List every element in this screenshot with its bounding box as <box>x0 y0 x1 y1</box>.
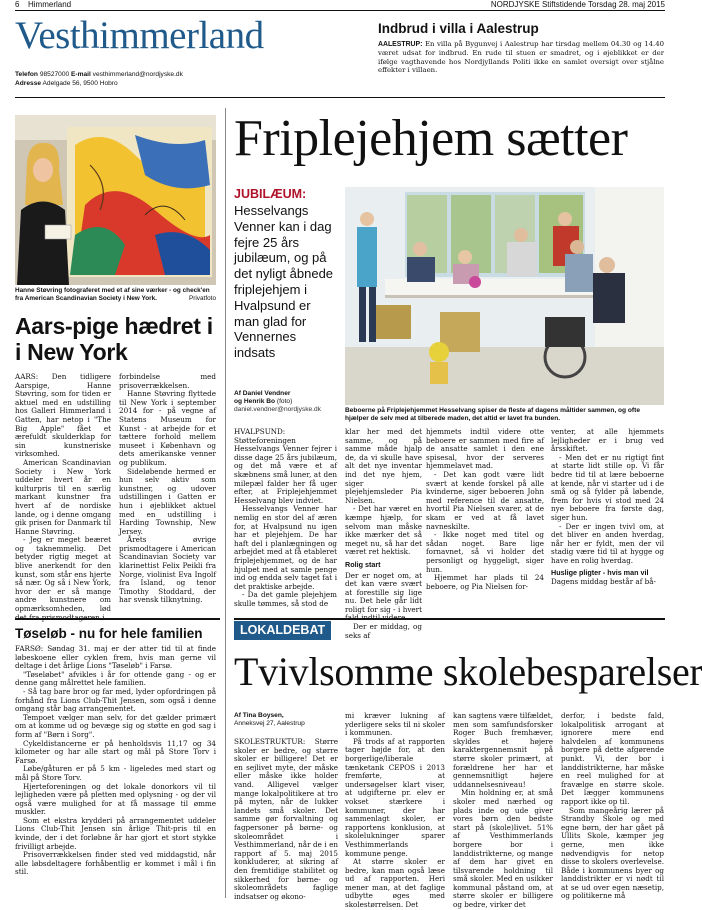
walk-p9: Prisoverrækkelsen finder sted ved middagstid, når alle løbsdeltagere forhåbentlig er kommet i mål i fin stil. <box>15 850 216 877</box>
lead-headline: Friplejehjem sætter <box>234 110 628 167</box>
debate-rule <box>234 618 665 620</box>
lead-deck: Hesselvangs Venner kan i dag fejre 25 års jubilæum, og på det nyligt åbnede friplejehjem i Hvalpsund er man glad for Vennernes indsats <box>234 203 334 361</box>
lead-col1-p2: Hesselvangs Venner har nemlig en stor del af æren for, at Hvalpsund nu igen har et plejehjem. De har haft del i planlægningen og arbejdet med at få etableret friplejehjemmet, og de har hjulpet med at samle penge ind og endda selv taget fat i det praktiske arbejde. <box>234 504 337 591</box>
art-col-1 <box>15 373 111 621</box>
debate-headline: Tvivlsomme skolebesparelser <box>234 649 702 694</box>
debate-byline <box>234 712 334 728</box>
lead-col2-p1: klar her med det samme, og på samme måde hjalp de, da vi skulle have alt det nye inventar ind det nye hjem, siger plejehjemsleder Pia Nielsen. <box>345 427 422 505</box>
walk-p8: Som et ekstra krydderi på arrangementet uddeler Lions Club-Thit Jensen sin årlige Thit-pris til en kvinde, der i det forløbne år har gjort et stort stykke frivilligt arbejde. <box>15 815 216 851</box>
byline-photo-suffix: (foto) <box>276 398 293 405</box>
lead-col2-subhead: Rolig start <box>345 559 381 569</box>
walk-p1: FARSØ: Søndag 31. maj er der atter tid til at finde løbeskoene eller cyklen frem, hvis man gerne vil deltage i det årlige Lions "Tøseløb" i Farsø. <box>15 644 216 671</box>
walk-headline: Tøseløb - nu for hele familien <box>15 626 203 641</box>
debate-col4-p2: Som mangeårig lærer på Strandby Skole og med egne børn, der har gået på Ullits Skole, kæmper jeg gerne, men ikke nødvendigvis for netop disse to skolers overlevelse. Både i kommunens byer og landdistrikter er vi nødt til at se ud over egen næsetip, og politikerne må <box>561 805 664 901</box>
lead-col2b-p1: Der er noget om, at det kan være svært at forestille sig lige nu. Det hele går lidt roligt for sig - i hvert <box>345 570 422 614</box>
byline-email[interactable]: daniel.vendner@nordjyske.dk <box>234 406 321 413</box>
debate-col-4 <box>561 711 664 901</box>
art-col2-p1: forbindelse med prisoverrækkelsen. <box>119 372 216 390</box>
walk-p5: Cykeldistancerne er på henholdsvis 11,17 og 34 kilometer og har alle start og mål på Store Torv i Farsø. <box>15 738 216 765</box>
lead-col2b-p2: Der er middag, og seks af <box>345 622 422 640</box>
byline-author: Af Daniel Vendner <box>234 390 291 397</box>
masthead-contact <box>15 70 235 88</box>
debate-col-3 <box>453 711 553 910</box>
lead-col-2 <box>345 427 422 640</box>
debate-col2-p2: På trods af at rapporten tager højde for, at den borgerlige/liberale tænketank CEPOS i 2013 fremførte, at undersøgelser klart viser, at udgifterne pr. elev er vokset stærkere i kommuner, der har sammenlagt skoler, er rapportens konklusion, at skolelukninger sparer Vesthimmerlands kommune penge. <box>345 736 445 858</box>
art-caption-text: Hanne Støvring fotograferet med et af sine værker - og check'en fra American Scandinavian Society i New York. <box>15 287 210 302</box>
art-caption-credit: Privatfoto <box>189 294 216 302</box>
walk-p4: Tempoet vælger man selv, for det gælder primært om at komme ud og bevæge sig og støtte en god sag i form af "Børn i Sorg". <box>15 712 216 739</box>
lead-col4-p3: - Der er ingen tvivl om, at det bliver en anden hverdag, når her er fyldt, men der vil stadig være tid til at hygge og have en rolig hverdag. <box>551 521 664 565</box>
lead-col4b-p1: Dagens middag består af bå- <box>551 577 656 587</box>
lead-col-3 <box>426 428 544 608</box>
lead-col-1 <box>234 428 337 608</box>
lead-col4-p1: venter, at alle hjemmets lejligheder er i brug ved årsskiftet. <box>551 427 664 454</box>
brief-dateline: AALESTRUP: <box>378 41 423 48</box>
walk-body <box>15 645 216 897</box>
masthead-rule <box>15 97 665 98</box>
phone-label: Telefon <box>15 71 38 78</box>
email-address[interactable]: vesthimmerland@nordjyske.dk <box>92 71 183 78</box>
lead-col3-p1: hjemmets indtil videre otte beboere er sammen med fire af de ansatte samlet i den ene spisesal, hvor der serveres hjemmelavet mad. <box>426 427 544 471</box>
debate-col2-p1: mi kræver lukning af yderligere seks til ni skoler i kommunen. <box>345 711 445 738</box>
lead-photo <box>345 187 664 405</box>
lokaldebat-label: LOKALDEBAT <box>234 621 331 640</box>
lead-col1-p1: HVALPSUND: Støtteforeningen Hesselvangs Venner fejrer i disse dage 25 års jubilæum, og det må være et af skæbnens små luner, at den milepæl falder her få uger efter, at Friplejehjemmet Hesselvang blev indviet. <box>234 427 337 505</box>
byline-photographer: og Henrik Bo <box>234 398 276 405</box>
art-photo-svg <box>15 115 216 285</box>
lead-col4-p2: - Men det er nu rigtigt fint at starte lidt stille op. Vi får bedre tid til at lære beboerne at kende, når vi starter ud i de små og så fylder på løbende, frem for hvis vi stod med 24 nye beboere fra første dag, siger hun. <box>551 452 664 522</box>
brief-text: En villa på Bygunvej i Aalestrup har tirsdag mellem 04.30 og 14.40 været udsat for indbrud. En rude til stuen er smadret, og i øjeblikket er der ifølge vagthavende hos Nordjyllands Politi ikke en samlet oversigt over stjålne effekter i villaen. <box>378 40 664 75</box>
debate-col-2 <box>345 711 445 910</box>
phone-number: 98527000 <box>39 71 70 78</box>
lead-col3-p2: - Det kan godt være lidt svært at kende forskel på alle kvinderne, siger beboeren John med reference til de ansatte, hvortil Pia Nielsen svarer, at de skam er ved at få lavet navneskilte. <box>426 469 544 531</box>
art-col1-p2: American Scandinavian Society i New York uddeler hvert år en kulturpris til en særlig markant kunstner fra hvert af de nordiske lande, og i denne omgang gik prisen for Danmark til Hanne Støvring. <box>15 457 111 536</box>
art-col1-p1: AARS: Den tidligere Aarspige, Hanne Støvring, som for tiden er aktuel med en udstilling hos Galleri Himmerland i Gatten, har netop i "The Big Apple" fået et ærefuldt skulderklap for sin kunstneriske virksomhed. <box>15 372 111 459</box>
lead-photo-svg <box>345 187 664 405</box>
debate-col-1 <box>234 737 338 901</box>
debate-col4-p1: derfor, i bedste fald, lokalpolitisk arrogant at ignorere mere end halvdelen af kommunens borgere på dette afgørende punkt. Vi, der bor i landdistrikterne, har måske en reel mulighed for at fravælge en større skole. Det lægger kommunens rapport ikke op til. <box>561 711 664 806</box>
lead-col3-p3: - Ikke noget med titel og sådan noget. Bare lige fornavnet, så vi holder det personligt og hyggeligt, siger hun. <box>426 530 544 574</box>
lead-col2-p2: - Det har været en kæmpe hjælp, for selvom man måske ikke mærker det så meget nu, så har det været ret hektisk. <box>345 504 422 557</box>
walk-p6: Løbe/gåturen er på 5 km - ligeledes med start og mål på Store Torv. <box>15 764 216 782</box>
page-number: 6 <box>15 0 20 9</box>
lead-col3-p4: Hjemmet har plads til 24 beboere, og Pia Nielsen for- <box>426 573 544 591</box>
brief-headline: Indbrud i villa i Aalestrup <box>378 21 539 36</box>
address: Adelgade 56, 9500 Hobro <box>42 80 118 87</box>
lead-byline <box>234 390 339 414</box>
walk-p3: - Så tag bare bror og far med, lyder opfordringen på forhånd fra Lions Club-Thit Jensen, som også i denne omgang står bag arrangementet. <box>15 686 216 714</box>
lead-kicker: JUBILÆUM: <box>234 187 307 201</box>
art-col2-p4: Årets øvrige prismodtagere i American Scandinavian Society var klarinettist Felix Peikli fra Norge, violinist Eva Ingolf fra Island, og tenor Timothy Stoddard, der har svensk tilknytning. <box>119 535 216 605</box>
walk-p2: "Tøseløbet" afvikles i år for ottende gang - og er denne gang målrettet hele familien. <box>15 669 216 688</box>
art-headline: Aars-pige hædret i i New York <box>15 313 213 365</box>
walk-p7: Hjerteforeningen og det lokale donorkors vil til lejligheden være på pletten med oplysning - og der vil også være mulighed for at få massage til ømme muskler. <box>15 781 216 817</box>
art-caption <box>15 287 216 303</box>
top-rule <box>15 10 665 11</box>
debate-col3-p1: kan sagtens være tilfældet, men som samfundsforsker Roger Buch fremhæver, skyldes et højere karaktergennemsnit på større skoler primært, at forældrene her har et gennemsnitligt højere uddannelsesniveau! <box>453 711 553 789</box>
masthead-title: Vesthimmerland <box>15 14 264 57</box>
art-col1-p3: - Jeg er meget beæret og taknemmelig. Det betyder rigtig meget at blive anerkendt for den kunst, som står ens hjerte så nær. Og så i New York, hvor der er så mange andre kunstnere om opmærksomheden, lød <box>15 535 111 614</box>
lead-photo-caption: Beboerne på Friplejehjemmet Hesselvang spiser de fleste af dagens måltider sammen, og ofte hjælper de selv med at tilberede maden, det altid er lavet fra bunden. <box>345 407 640 422</box>
lead-col4-subhead: Huslige pligter - hvis man vil <box>551 567 649 577</box>
section-name: Himmerland <box>28 0 72 9</box>
debate-col2-p3: At større skoler er bedre, kan man også læse ud af rapporten. Heri mener man, at det faglige udbytte øges med skolestørrelsen. Det <box>345 857 445 910</box>
brief-body <box>378 40 664 75</box>
debate-author: Af Tina Boysen, <box>234 712 284 719</box>
art-photo <box>15 115 216 285</box>
email-label: E-mail <box>71 71 91 78</box>
art-col2-p2: Hanne Støvring flyttede til New York i september 2014 for - på vegne af Statens Museum for Kunst - at arbejde for et tættere forhold mellem museet i København og dets amerikanske venner og publikum. <box>119 389 216 467</box>
paper-date: NORDJYSKE Stiftstidende Torsdag 28. maj 2015 <box>490 0 665 9</box>
debate-col3-p2: Min holdning er, at små skoler med nærhed og plads inde og ude giver vores børn den bedste start på (skole)livet. 51% af Vesthimmerlands borgere bor i landdistrikterne, og mange af dem har givet en tilsvarende holdning til små skoler. Med en usikker kommunal påstand om, at større skoler er billigere og bedre, virker det <box>453 788 553 910</box>
art-col2-p3: Sideløbende hermed er hun selv aktiv som kunstner, og udover udstillingen i Gatten er hun i øjeblikket aktuel med en udstilling i Harding Township, New Jersey. <box>119 466 216 536</box>
left-divider <box>15 618 220 620</box>
lead-col1-p3: - Da det gamle plejehjem skulle tømmes, så stod de <box>234 590 337 608</box>
art-col-2 <box>119 373 216 621</box>
lead-col-4 <box>551 428 664 608</box>
debate-col1-p1: SKOLESTRUKTUR: Større skoler er bedre, og større skoler er billigere! Det er en sejlivet myte, der måske eller måske ikke holder vand. Alligevel vælger mange lokalpolitikere at tro på myten, når de lukker landets små skoler. Det samme gør forvaltning og fagpersoner på børne- og skoleområdet i Vesthimmerland, når de i en rapport af 5. maj 2015 konkluderer, at sikring af den fremtidige stabilitet og sikkerhed for børne- og skoleområdets faglige indsatser og økono- <box>234 737 338 901</box>
debate-author-place: Anneksvej 27, Aalestrup <box>234 720 305 727</box>
column-divider <box>225 108 226 898</box>
address-label: Adresse <box>15 80 42 87</box>
